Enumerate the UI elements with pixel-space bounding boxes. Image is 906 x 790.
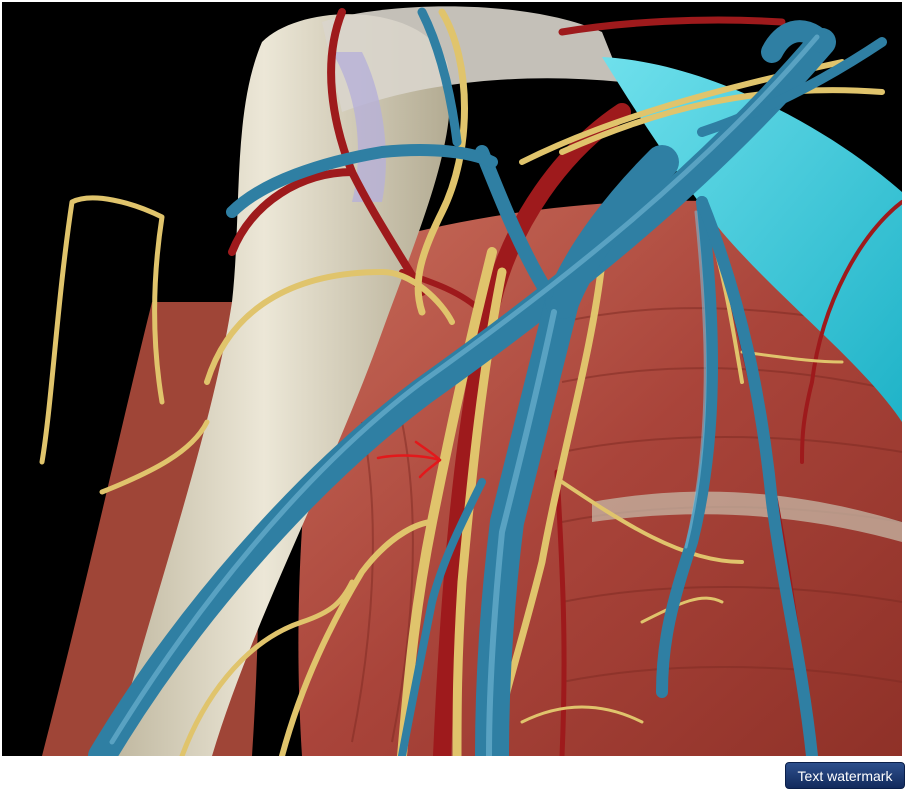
anatomy-illustration — [2, 2, 902, 756]
anatomy-viewer — [2, 2, 902, 756]
text-watermark-button[interactable]: Text watermark — [785, 762, 905, 789]
